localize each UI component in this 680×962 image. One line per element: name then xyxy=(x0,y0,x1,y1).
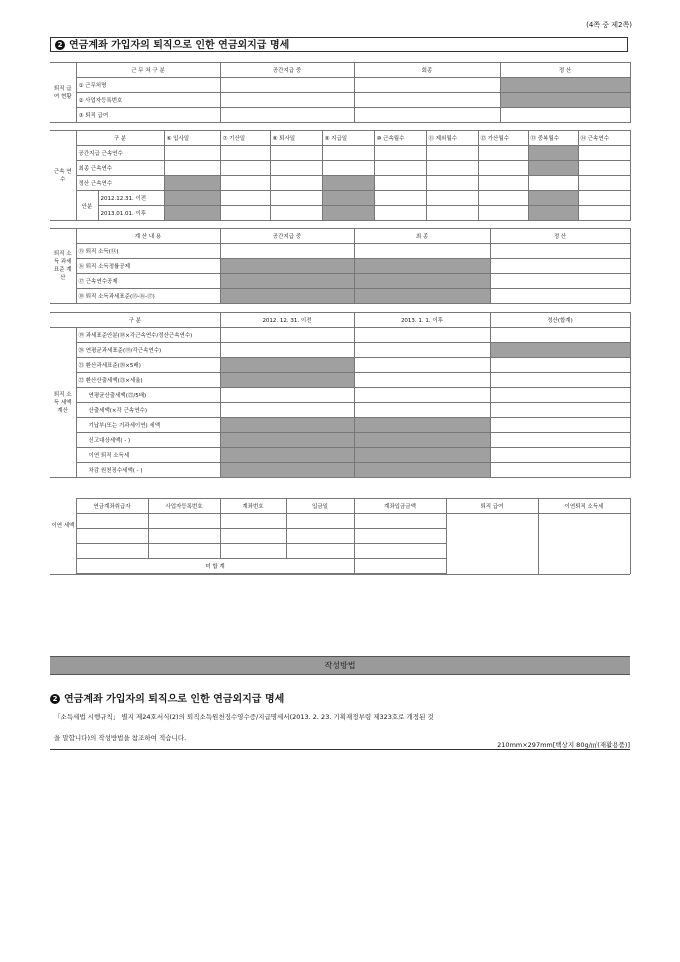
section-title: 연금계좌 가입자의 퇴직으로 인한 연금외지급 명세 xyxy=(69,40,290,51)
section-title-box xyxy=(50,37,628,52)
form-cell[interactable] xyxy=(76,529,148,544)
t5-header: 계좌번호 xyxy=(220,499,286,514)
t1-cell[interactable] xyxy=(354,78,500,93)
form-cell[interactable] xyxy=(354,328,490,343)
form-cell[interactable] xyxy=(478,206,528,221)
t2-header: ⑨ 지급일 xyxy=(322,131,374,146)
form-cell[interactable] xyxy=(220,328,354,343)
form-cell[interactable] xyxy=(286,544,354,559)
form-cell[interactable] xyxy=(354,358,490,373)
deferred-tax-table xyxy=(50,498,631,574)
form-cell[interactable] xyxy=(270,176,322,191)
shaded-cell xyxy=(322,206,374,221)
form-cell[interactable] xyxy=(374,161,426,176)
t1-side-label: 퇴직 급여 현황 xyxy=(50,63,76,123)
form-cell[interactable] xyxy=(220,403,354,418)
form-cell[interactable] xyxy=(354,388,490,403)
form-cell[interactable] xyxy=(148,514,220,529)
form-cell[interactable] xyxy=(490,448,630,463)
form-cell[interactable] xyxy=(220,206,270,221)
t2-side-label: 근속 연수 xyxy=(50,131,76,221)
form-cell[interactable] xyxy=(354,529,446,544)
t5-side-label: 이연 세액 xyxy=(51,523,75,529)
t3-row-label: ⑰ 근속연수공제 xyxy=(76,274,220,289)
form-cell[interactable] xyxy=(490,274,630,289)
t1-row-label: ② 사업자등록번호 xyxy=(76,93,220,108)
form-cell[interactable] xyxy=(490,259,630,274)
shaded-cell xyxy=(220,274,354,289)
form-cell[interactable] xyxy=(270,161,322,176)
t1-cell[interactable] xyxy=(354,108,500,123)
guide-title-line xyxy=(50,690,284,705)
form-cell[interactable] xyxy=(426,161,478,176)
form-cell[interactable] xyxy=(374,146,426,161)
t5-header: 계좌입금금액 xyxy=(354,499,446,514)
t3-row-label: ⑱ 퇴직 소득과세표준(⑮-⑯-⑰) xyxy=(76,289,220,304)
shaded-cell xyxy=(220,463,354,478)
form-cell[interactable] xyxy=(478,176,528,191)
t5-header: 이연퇴직 소득세 xyxy=(538,499,630,514)
form-cell[interactable] xyxy=(426,206,478,221)
form-cell[interactable] xyxy=(164,146,220,161)
tax-base-table xyxy=(50,228,631,304)
form-cell[interactable] xyxy=(354,244,490,259)
form-cell[interactable] xyxy=(490,373,630,388)
shaded-cell xyxy=(528,206,578,221)
t3-header: 계 산 내 용 xyxy=(76,229,220,244)
form-cell[interactable] xyxy=(490,403,630,418)
t1-cell-shaded xyxy=(500,93,630,108)
shaded-cell xyxy=(354,418,490,433)
form-cell[interactable] xyxy=(578,161,630,176)
shaded-cell xyxy=(220,373,354,388)
page-number: (4쪽 중 제2쪽) xyxy=(586,21,632,29)
t1-header: 정 산 xyxy=(500,63,630,78)
t2-row-label: 최종 근속연수 xyxy=(76,161,164,176)
t2-header: ⑦ 기산일 xyxy=(220,131,270,146)
t1-row-label: ③ 퇴직 급여 xyxy=(76,108,220,123)
t4-header: 2013. 1. 1. 이후 xyxy=(354,313,490,328)
guide-line-2: 을 말합니다)의 작성방법을 참조하여 적습니다. xyxy=(54,734,187,742)
shaded-cell xyxy=(354,259,490,274)
form-cell[interactable] xyxy=(220,514,286,529)
t1-cell[interactable] xyxy=(220,78,354,93)
form-cell[interactable] xyxy=(220,544,286,559)
form-cell[interactable] xyxy=(76,544,148,559)
form-cell[interactable] xyxy=(354,343,490,358)
form-cell[interactable] xyxy=(490,289,630,304)
form-cell[interactable] xyxy=(148,529,220,544)
t1-cell[interactable] xyxy=(220,93,354,108)
form-cell[interactable] xyxy=(490,433,630,448)
form-cell[interactable] xyxy=(426,176,478,191)
form-cell[interactable] xyxy=(490,244,630,259)
t1-header: 회종 xyxy=(354,63,500,78)
t2-header: ⑩ 근속월수 xyxy=(374,131,426,146)
t2-header: ⑬ 중복월수 xyxy=(528,131,578,146)
form-cell[interactable] xyxy=(220,176,270,191)
form-cell[interactable] xyxy=(322,161,374,176)
form-cell[interactable] xyxy=(490,463,630,478)
t4-row-label: 산출세액(×각 근속연수) xyxy=(76,403,220,418)
t2-row-label: 공간지급 근속연수 xyxy=(76,146,164,161)
service-years-table xyxy=(50,130,631,221)
t1-cell[interactable] xyxy=(500,108,630,123)
t2-sub-label: 안분 xyxy=(76,191,98,221)
shaded-cell xyxy=(354,274,490,289)
t4-row-label: 차감 원천징수세액( - ) xyxy=(76,463,220,478)
t4-side-label: 퇴직 소득 세액 계산 xyxy=(50,328,76,478)
form-cell[interactable] xyxy=(220,191,270,206)
paper-spec-note: 210mm×297mm[백상지 80g/㎡(재활용품)] xyxy=(497,741,630,749)
form-cell[interactable] xyxy=(538,514,630,574)
shaded-cell xyxy=(220,358,354,373)
t1-header: 공간지급 중 xyxy=(220,63,354,78)
shaded-cell xyxy=(490,343,630,358)
t3-row-label: ⑮ 퇴직 소득(⑭) xyxy=(76,244,220,259)
shaded-cell xyxy=(528,191,578,206)
shaded-cell xyxy=(354,448,490,463)
form-cell[interactable] xyxy=(220,161,270,176)
t2-header: ⑥ 입사일 xyxy=(164,131,220,146)
t4-row-label: 연평균산출세액(㉒/5배) xyxy=(76,388,220,403)
form-cell[interactable] xyxy=(578,146,630,161)
t3-header: 정 산 xyxy=(490,229,630,244)
form-cell[interactable] xyxy=(578,191,630,206)
form-cell[interactable] xyxy=(426,191,478,206)
t4-row-label: 기납부(또는 기과세이연) 세액 xyxy=(76,418,220,433)
t2-sub-row-label: 2013.01.01. 이후 xyxy=(98,206,164,221)
t4-header: 구 분 xyxy=(50,313,220,328)
shaded-cell xyxy=(220,418,354,433)
t2-header: ⑧ 퇴사일 xyxy=(270,131,322,146)
shaded-cell xyxy=(528,146,578,161)
t3-side-label: 퇴직 소득 과세 표준 계산 xyxy=(50,229,76,304)
guide-header-bar: 작성방법 xyxy=(50,656,630,675)
form-cell[interactable] xyxy=(286,514,354,529)
t1-cell-shaded xyxy=(500,78,630,93)
guide-badge: 2 xyxy=(50,694,60,704)
form-cell[interactable] xyxy=(220,343,354,358)
t4-row-label: ㉑ 환산과세표준(⑳×5배) xyxy=(76,358,220,373)
form-cell[interactable] xyxy=(354,403,490,418)
form-cell[interactable] xyxy=(490,388,630,403)
t4-row-label: 신고대상세액( - ) xyxy=(76,433,220,448)
form-cell[interactable] xyxy=(354,373,490,388)
t3-header: 공간지급 중 xyxy=(220,229,354,244)
t5-bottom-rule xyxy=(50,574,630,575)
form-cell[interactable] xyxy=(374,206,426,221)
shaded-cell xyxy=(322,176,374,191)
t1-cell[interactable] xyxy=(354,93,500,108)
tax-amount-table xyxy=(50,312,631,478)
form-cell[interactable] xyxy=(220,388,354,403)
t4-header: 2012. 12. 31. 이전 xyxy=(220,313,354,328)
t3-row-label: ⑯ 퇴직 소득정률공제 xyxy=(76,259,220,274)
form-cell[interactable] xyxy=(578,206,630,221)
form-cell[interactable] xyxy=(270,146,322,161)
form-cell[interactable] xyxy=(478,146,528,161)
form-cell[interactable] xyxy=(76,514,148,529)
form-cell[interactable] xyxy=(478,191,528,206)
form-cell[interactable] xyxy=(220,529,286,544)
form-cell[interactable] xyxy=(374,191,426,206)
shaded-cell xyxy=(220,448,354,463)
t5-total-label: 미 합 계 xyxy=(76,559,354,574)
t4-header: 정산(합계) xyxy=(490,313,630,328)
t4-row-label: ㉒ 환산산출세액(㉑×세율) xyxy=(76,373,220,388)
form-cell[interactable] xyxy=(478,161,528,176)
shaded-cell xyxy=(354,289,490,304)
form-cell[interactable] xyxy=(148,544,220,559)
section-badge: 2 xyxy=(55,40,65,50)
form-cell[interactable] xyxy=(50,499,76,574)
form-cell[interactable] xyxy=(354,559,446,574)
form-cell[interactable] xyxy=(446,514,538,574)
form-cell[interactable] xyxy=(286,529,354,544)
form-cell[interactable] xyxy=(164,161,220,176)
guide-title: 연금계좌 가입자의 퇴직으로 인한 연금외지급 명세 xyxy=(64,694,285,705)
t1-row-label: ① 근무처명 xyxy=(76,78,220,93)
shaded-cell xyxy=(164,206,220,221)
form-cell[interactable] xyxy=(528,176,578,191)
shaded-cell xyxy=(354,463,490,478)
t2-row-label: 정산 근속연수 xyxy=(76,176,164,191)
form-cell[interactable] xyxy=(426,146,478,161)
form-cell[interactable] xyxy=(270,191,322,206)
t4-row-label: ⑳ 연평균과세표준(⑲/각근속연수) xyxy=(76,343,220,358)
form-cell[interactable] xyxy=(354,544,446,559)
t4-row-label: 이연 퇴직 소득세 xyxy=(76,448,220,463)
form-cell[interactable] xyxy=(220,146,270,161)
shaded-cell xyxy=(220,433,354,448)
form-cell[interactable] xyxy=(354,514,446,529)
shaded-cell xyxy=(528,161,578,176)
t5-header: 사업자등록번호 xyxy=(148,499,220,514)
t5-header: 연금계좌취급자 xyxy=(76,499,148,514)
t1-header: 근 무 처 구 분 xyxy=(76,63,220,78)
t2-header: ⑭ 근속연수 xyxy=(578,131,630,146)
shaded-cell xyxy=(220,289,354,304)
form-cell[interactable] xyxy=(490,418,630,433)
guide-line-1: 「소득세법 시행규칙」 별지 제24호서식(2)의 퇴직소득원천징수영수증/지급명세서(2013. 2. 23. 기획재정부령 제323호로 개정된 것 xyxy=(54,713,434,721)
t2-header: ⑪ 제외월수 xyxy=(426,131,478,146)
t3-header: 최 종 xyxy=(354,229,490,244)
t2-header: ⑫ 가산월수 xyxy=(478,131,528,146)
form-cell[interactable] xyxy=(578,176,630,191)
t5-header: 입금일 xyxy=(286,499,354,514)
t2-header: 구 분 xyxy=(76,131,164,146)
form-cell[interactable] xyxy=(322,146,374,161)
t2-sub-row-label: 2012.12.31. 이전 xyxy=(98,191,164,206)
form-cell[interactable] xyxy=(220,244,354,259)
t4-row-label: ⑲ 과세표준안분(⑱×각근속연수/정산근속연수) xyxy=(76,328,220,343)
footer-rule xyxy=(50,749,630,750)
shaded-cell xyxy=(322,191,374,206)
t5-header: 퇴직 급여 xyxy=(446,499,538,514)
t1-cell[interactable] xyxy=(220,108,354,123)
shaded-cell xyxy=(164,191,220,206)
form-cell[interactable] xyxy=(490,358,630,373)
form-cell[interactable] xyxy=(374,176,426,191)
retirement-pay-table xyxy=(50,62,631,123)
form-cell[interactable] xyxy=(270,206,322,221)
form-cell[interactable] xyxy=(490,328,630,343)
shaded-cell xyxy=(220,259,354,274)
shaded-cell xyxy=(164,176,220,191)
shaded-cell xyxy=(354,433,490,448)
